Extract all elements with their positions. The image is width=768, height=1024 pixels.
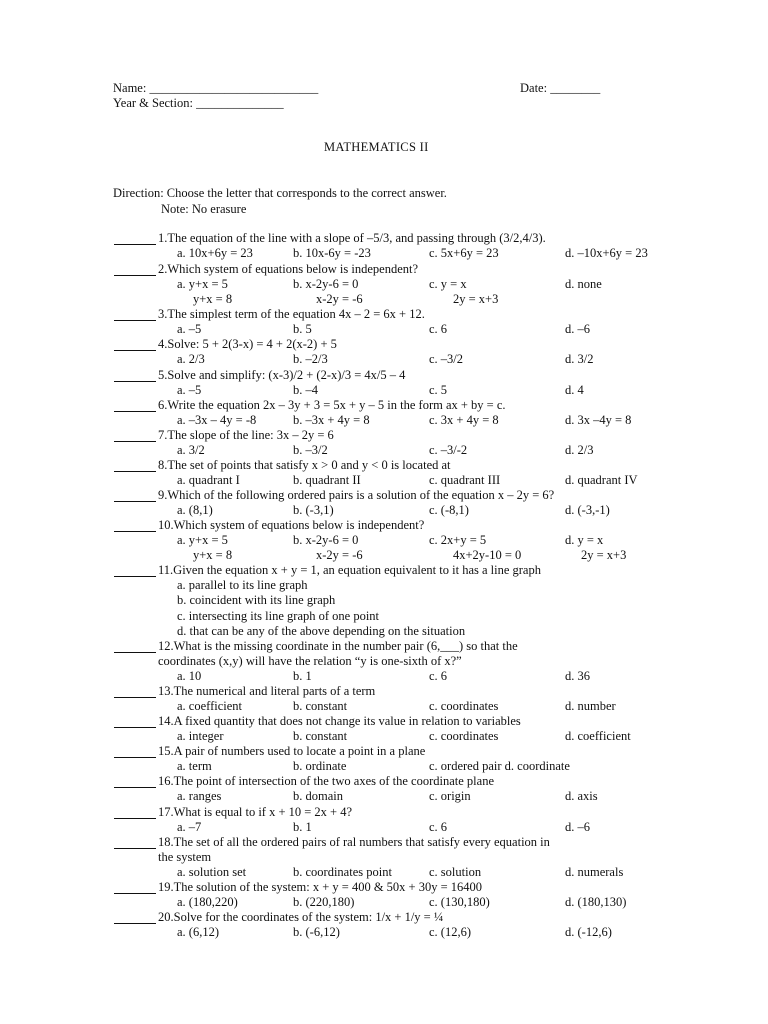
choice-option: a. (8,1) — [177, 503, 213, 518]
answer-blank[interactable] — [114, 307, 156, 321]
answer-blank[interactable] — [114, 684, 156, 698]
choice-option: d. (-12,6) — [565, 925, 612, 940]
choice-option: c. (-8,1) — [429, 503, 469, 518]
choice-option: d. (180,130) — [565, 895, 627, 910]
choice-option: b. (-3,1) — [293, 503, 334, 518]
answer-blank[interactable] — [114, 835, 156, 849]
choice-option: 4x+2y-10 = 0 — [453, 548, 522, 563]
choice-option: b. 1 — [293, 820, 312, 835]
question-text: 8.The set of points that satisfy x > 0 and y < 0 is located at — [158, 458, 451, 472]
date-field: Date: ________ — [520, 81, 601, 95]
choice-option: a. (6,12) — [177, 925, 219, 940]
choice-option: d. –6 — [565, 820, 590, 835]
choice-option: a. –5 — [177, 383, 202, 398]
choice-option: d. 2/3 — [565, 443, 594, 458]
choice-option: d. that can be any of the above depending on the situation — [177, 623, 466, 638]
question-text: 3.The simplest term of the equation 4x – 2 = 6x + 12. — [158, 307, 425, 321]
choice-option: c. coordinates — [429, 699, 499, 714]
question-text: 16.The point of intersection of the two axes of the coordinate plane — [158, 774, 495, 788]
choice-option: b. quadrant II — [293, 473, 361, 488]
choice-option: d. quadrant IV — [565, 473, 638, 488]
choice-option: b. constant — [293, 729, 348, 744]
choice-option: a. ranges — [177, 789, 222, 804]
choice-option: b. constant — [293, 699, 348, 714]
question-text: 19.The solution of the system: x + y = 400 & 50x + 30y = 16400 — [158, 880, 483, 894]
choice-option: c. 6 — [429, 820, 448, 835]
choice-option: c. –3/-2 — [429, 443, 468, 458]
page-title: MATHEMATICS II — [324, 140, 429, 154]
answer-blank[interactable] — [114, 805, 156, 819]
choice-option: a. (180,220) — [177, 895, 238, 910]
answer-blank[interactable] — [114, 262, 156, 276]
choice-option: d. –10x+6y = 23 — [565, 246, 648, 261]
answer-blank[interactable] — [114, 428, 156, 442]
choice-option: d. number — [565, 699, 616, 714]
choice-option: c. ordered pair d. coordinate — [429, 759, 570, 774]
choice-option: a. –3x – 4y = -8 — [177, 413, 257, 428]
choice-option: b. (-6,12) — [293, 925, 340, 940]
choice-option: b. ordinate — [293, 759, 347, 774]
question-text: 14.A fixed quantity that does not change its value in relation to variables — [158, 714, 521, 728]
choice-option: c. 6 — [429, 322, 448, 337]
choice-option: d. (-3,-1) — [565, 503, 610, 518]
choice-option: a. 2/3 — [177, 352, 205, 367]
question-text: 18.The set of all the ordered pairs of ral numbers that satisfy every equation in — [158, 835, 550, 849]
choice-option: c. coordinates — [429, 729, 499, 744]
question-text-continued: coordinates (x,y) will have the relation “y is one-sixth of x?” — [158, 654, 462, 669]
choice-option: d. 3/2 — [565, 352, 594, 367]
choice-option: c. intersecting its line graph of one point — [177, 608, 380, 623]
choice-option: c. 5x+6y = 23 — [429, 246, 499, 261]
answer-blank[interactable] — [114, 714, 156, 728]
answer-blank[interactable] — [114, 458, 156, 472]
choice-option: c. 2x+y = 5 — [429, 533, 487, 548]
question-text: 9.Which of the following ordered pairs is a solution of the equation x – 2y = 6? — [158, 488, 555, 502]
choice-option: d. 4 — [565, 383, 584, 398]
choice-option: a. 3/2 — [177, 443, 205, 458]
choice-option: a. term — [177, 759, 212, 774]
answer-blank[interactable] — [114, 337, 156, 351]
choice-option: a. y+x = 5 — [177, 277, 228, 292]
choice-option: b. –3/2 — [293, 443, 328, 458]
choice-option: b. 1 — [293, 669, 312, 684]
choice-option: a. –7 — [177, 820, 202, 835]
choice-option: c. origin — [429, 789, 471, 804]
answer-blank[interactable] — [114, 398, 156, 412]
choice-option: a. –5 — [177, 322, 202, 337]
choice-option: c. (130,180) — [429, 895, 490, 910]
choice-option: d. axis — [565, 789, 598, 804]
answer-blank[interactable] — [114, 231, 156, 245]
choice-option: b. 10x-6y = -23 — [293, 246, 371, 261]
choice-option: d. –6 — [565, 322, 590, 337]
answer-blank[interactable] — [114, 910, 156, 924]
question-text-continued: the system — [158, 850, 212, 865]
choice-option: 2y = x+3 — [581, 548, 627, 563]
question-text: 20.Solve for the coordinates of the system: 1/x + 1/y = ¼ — [158, 910, 444, 924]
answer-blank[interactable] — [114, 639, 156, 653]
question-text: 6.Write the equation 2x – 3y + 3 = 5x + y – 5 in the form ax + by = c. — [158, 398, 506, 412]
choice-option: c. y = x — [429, 277, 467, 292]
choice-option: a. integer — [177, 729, 224, 744]
choice-option: x-2y = -6 — [316, 292, 363, 307]
choice-option: y+x = 8 — [193, 292, 233, 307]
answer-blank[interactable] — [114, 774, 156, 788]
name-field: Name: ___________________________ — [113, 81, 319, 95]
question-text: 12.What is the missing coordinate in the number pair (6,___) so that the — [158, 639, 518, 653]
choice-option: b. domain — [293, 789, 343, 804]
choice-option: c. quadrant III — [429, 473, 501, 488]
note-text: Note: No erasure — [161, 202, 247, 216]
choice-option: a. 10 — [177, 669, 202, 684]
choice-option: c. 5 — [429, 383, 448, 398]
question-text: 17.What is equal to if x + 10 = 2x + 4? — [158, 805, 353, 819]
answer-blank[interactable] — [114, 880, 156, 894]
choice-option: d. none — [565, 277, 602, 292]
choice-option: d. 3x –4y = 8 — [565, 413, 632, 428]
choice-option: b. –3x + 4y = 8 — [293, 413, 370, 428]
question-text: 11.Given the equation x + y = 1, an equation equivalent to it has a line graph — [158, 563, 541, 577]
choice-option: a. solution set — [177, 865, 247, 880]
choice-option: b. coincident with its line graph — [177, 593, 336, 608]
answer-blank[interactable] — [114, 518, 156, 532]
choice-option: b. coordinates point — [293, 865, 392, 880]
question-text: 1.The equation of the line with a slope of –5/3, and passing through (3/2,4/3). — [158, 231, 546, 245]
question-text: 5.Solve and simplify: (x-3)/2 + (2-x)/3 = 4x/5 – 4 — [158, 368, 406, 382]
choice-option: x-2y = -6 — [316, 548, 363, 563]
question-text: 13.The numerical and literal parts of a term — [158, 684, 376, 698]
choice-option: a. y+x = 5 — [177, 533, 228, 548]
choice-option: a. quadrant I — [177, 473, 240, 488]
choice-option: b. –2/3 — [293, 352, 328, 367]
answer-blank[interactable] — [114, 744, 156, 758]
choice-option: 2y = x+3 — [453, 292, 499, 307]
answer-blank[interactable] — [114, 488, 156, 502]
choice-option: c. –3/2 — [429, 352, 464, 367]
question-text: 4.Solve: 5 + 2(3-x) = 4 + 2(x-2) + 5 — [158, 337, 337, 351]
choice-option: d. 36 — [565, 669, 590, 684]
choice-option: d. numerals — [565, 865, 624, 880]
choice-option: b. (220,180) — [293, 895, 355, 910]
choice-option: c. 3x + 4y = 8 — [429, 413, 499, 428]
choice-option: b. x-2y-6 = 0 — [293, 533, 359, 548]
choice-option: d. y = x — [565, 533, 604, 548]
choice-option: b. 5 — [293, 322, 312, 337]
question-text: 7.The slope of the line: 3x – 2y = 6 — [158, 428, 334, 442]
question-text: 15.A pair of numbers used to locate a point in a plane — [158, 744, 426, 758]
choice-option: a. coefficient — [177, 699, 243, 714]
section-field: Year & Section: ______________ — [113, 96, 284, 110]
choice-option: a. parallel to its line graph — [177, 578, 308, 593]
choice-option: c. (12,6) — [429, 925, 471, 940]
choice-option: d. coefficient — [565, 729, 631, 744]
choice-option: a. 10x+6y = 23 — [177, 246, 253, 261]
question-text: 10.Which system of equations below is independent? — [158, 518, 425, 532]
choice-option: c. solution — [429, 865, 482, 880]
choice-option: c. 6 — [429, 669, 448, 684]
direction-text: Direction: Choose the letter that corresponds to the correct answer. — [113, 186, 447, 200]
answer-blank[interactable] — [114, 368, 156, 382]
choice-option: b. x-2y-6 = 0 — [293, 277, 359, 292]
answer-blank[interactable] — [114, 563, 156, 577]
choice-option: b. –4 — [293, 383, 318, 398]
question-text: 2.Which system of equations below is independent? — [158, 262, 419, 276]
choice-option: y+x = 8 — [193, 548, 233, 563]
